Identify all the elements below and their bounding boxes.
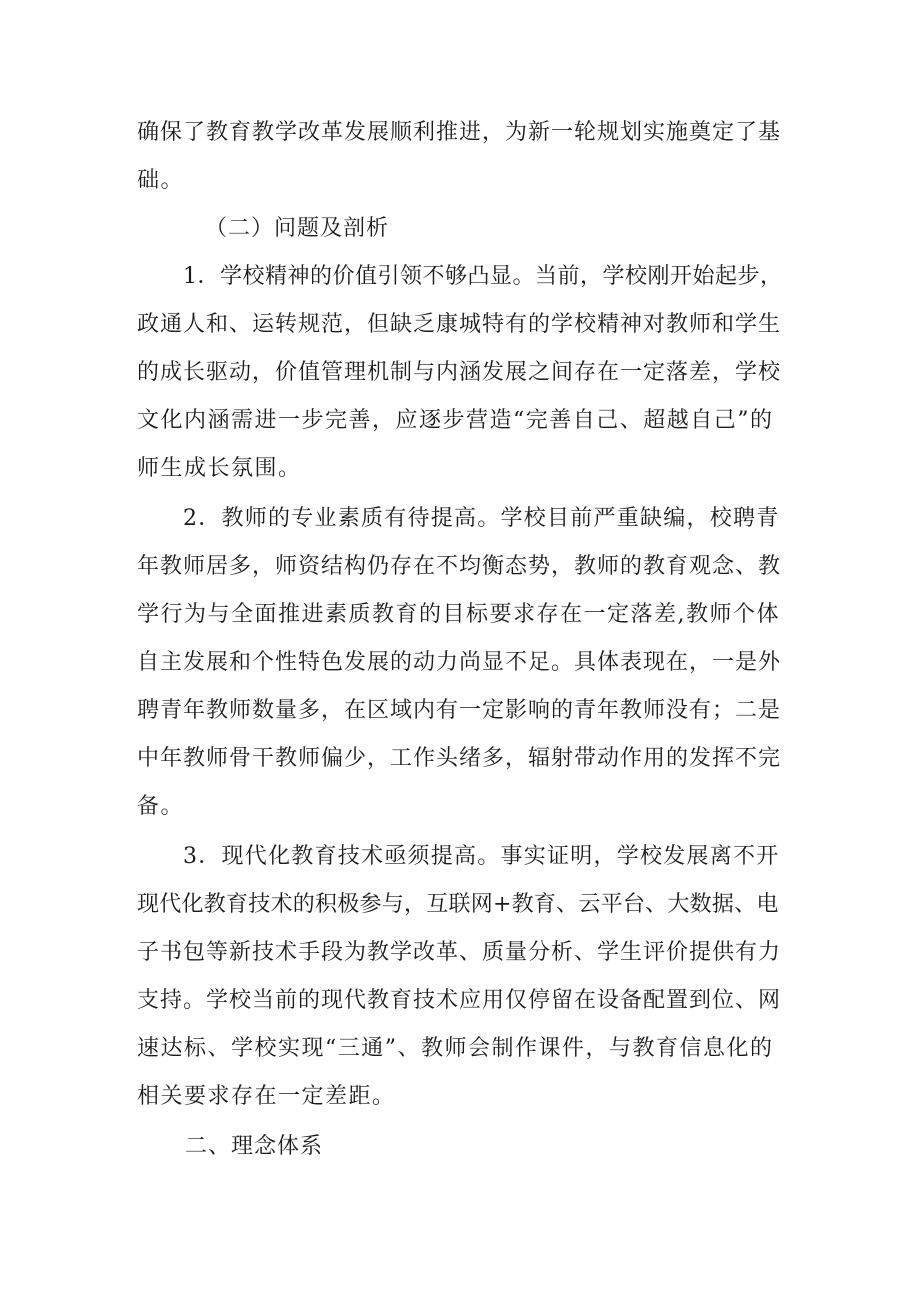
text-line: 3．现代化教育技术亟须提高。事实证明，学校发展离不开	[183, 844, 780, 869]
text-line: 支持。学校当前的现代教育技术应用仅停留在设备配置到位、网	[137, 988, 782, 1013]
text-line: 1．学校精神的价值引领不够凸显。当前，学校刚开始起步，	[183, 264, 783, 289]
section-heading: 二、理念体系	[185, 1134, 324, 1159]
text-line: 速达标、学校实现“三通”、教师会制作课件，与教育信息化的	[137, 1036, 774, 1061]
text-line: 年教师居多，师资结构仍存在不均衡态势，教师的教育观念、教	[137, 554, 782, 579]
text-line: 现代化教育技术的积极参与，互联网+教育、云平台、大数据、电	[137, 892, 779, 917]
section-heading: （二）问题及剖析	[205, 216, 390, 241]
text-line: 2．教师的专业素质有待提高。学校目前严重缺编，校聘青	[183, 506, 780, 531]
text-line: 备。	[137, 794, 185, 819]
text-line: 础。	[137, 168, 185, 193]
text-line: 自主发展和个性特色发展的动力尚显不足。具体表现在，一是外	[137, 650, 782, 675]
text-line: 师生成长氛围。	[137, 456, 302, 481]
text-line: 中年教师骨干教师偏少，工作头绪多，辐射带动作用的发挥不完	[137, 746, 782, 771]
text-line: 聘青年教师数量多，在区域内有一定影响的青年教师没有；二是	[137, 698, 782, 723]
text-line: 相关要求存在一定差距。	[137, 1084, 396, 1109]
text-line: 确保了教育教学改革发展顺利推进，为新一轮规划实施奠定了基	[137, 120, 782, 145]
text-line: 文化内涵需进一步完善，应逐步营造“完善自己、超越自己”的	[137, 408, 774, 433]
text-line: 政通人和、运转规范，但缺乏康城特有的学校精神对教师和学生	[137, 312, 782, 337]
text-line: 的成长驱动，价值管理机制与内涵发展之间存在一定落差，学校	[137, 360, 782, 385]
text-line: 学行为与全面推进素质教育的目标要求存在一定落差,教师个体	[137, 602, 780, 627]
text-line: 子书包等新技术手段为教学改革、质量分析、学生评价提供有力	[137, 940, 782, 965]
